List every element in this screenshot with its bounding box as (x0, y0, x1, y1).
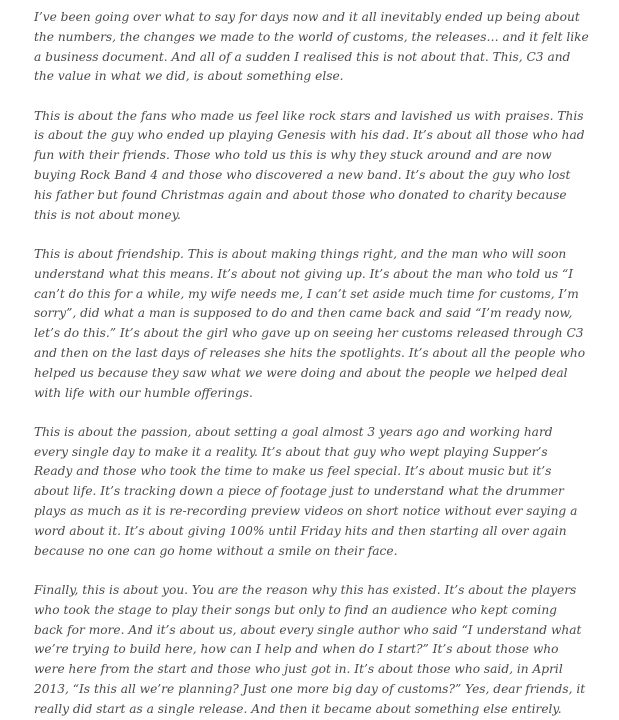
paragraph-fans: This is about the fans who made us feel like rock stars and lavished us with praises. This is about the guy who ended up playing Genesis with his dad. It’s about all those who had fun with their friends. Those who told us this is why they stuck around and are now buying Rock Band 4 and those who discovered a new band. It’s about the guy who lost his father but found Christmas again and about those who donated to charity because this is not about money. (34, 108, 585, 222)
paragraph-intro: I’ve been going over what to say for days now and it all inevitably ended up being about the numbers, the changes we made to the world of customs, the releases… and it felt like a business document. And all of a sudden I realised this is not about that. This, C3 and the value in what we did, is about something else. (34, 10, 589, 84)
paragraph-passion: This is about the passion, about setting a goal almost 3 years ago and working hard every single day to make it a reality. It’s about that guy who wept playing Supper’s Ready and those who took the time to make us feel special. It’s about music but it’s about life. It’s tracking down a piece of footage just to understand what the drummer plays as much as it is re-recording preview videos on short notice without ever saying a word about it. It’s about giving 100% until Friday hits and then starting all over again because no one can go home without a smile on their face. (34, 424, 578, 558)
paragraph-friendship: This is about friendship. This is about making things right, and the man who will soon understand what this means. It’s about not giving up. It’s about the man who told us “I can’t do this for a while, my wife needs me, I can’t set aside much time for customs, I’m sorry”, did what a man is supposed to do and then came back and said “I’m ready now, let’s do this.” It’s about the girl who gave up on seeing her customs released through C3 and then on the last days of releases she hits the spotlights. It’s about all the people who helped us because they saw what we were doing and about the people we helped deal with life with our humble offerings. (34, 246, 586, 400)
paragraph-finally: Finally, this is about you. You are the reason why this has existed. It’s about the players who took the stage to play their songs but only to find an audience who kept coming back for more. And it’s about us, about every single author who said “I understand what we’re trying to build here, how can I help and when do I start?” It’s about those who were here from the start and those who just got in. It’s about those who said, in April 2013, “Is this all we’re planning? Just one more big day of customs?” Yes, dear friends, it really did start as a single release. And then it became about something else entirely. (34, 582, 586, 716)
